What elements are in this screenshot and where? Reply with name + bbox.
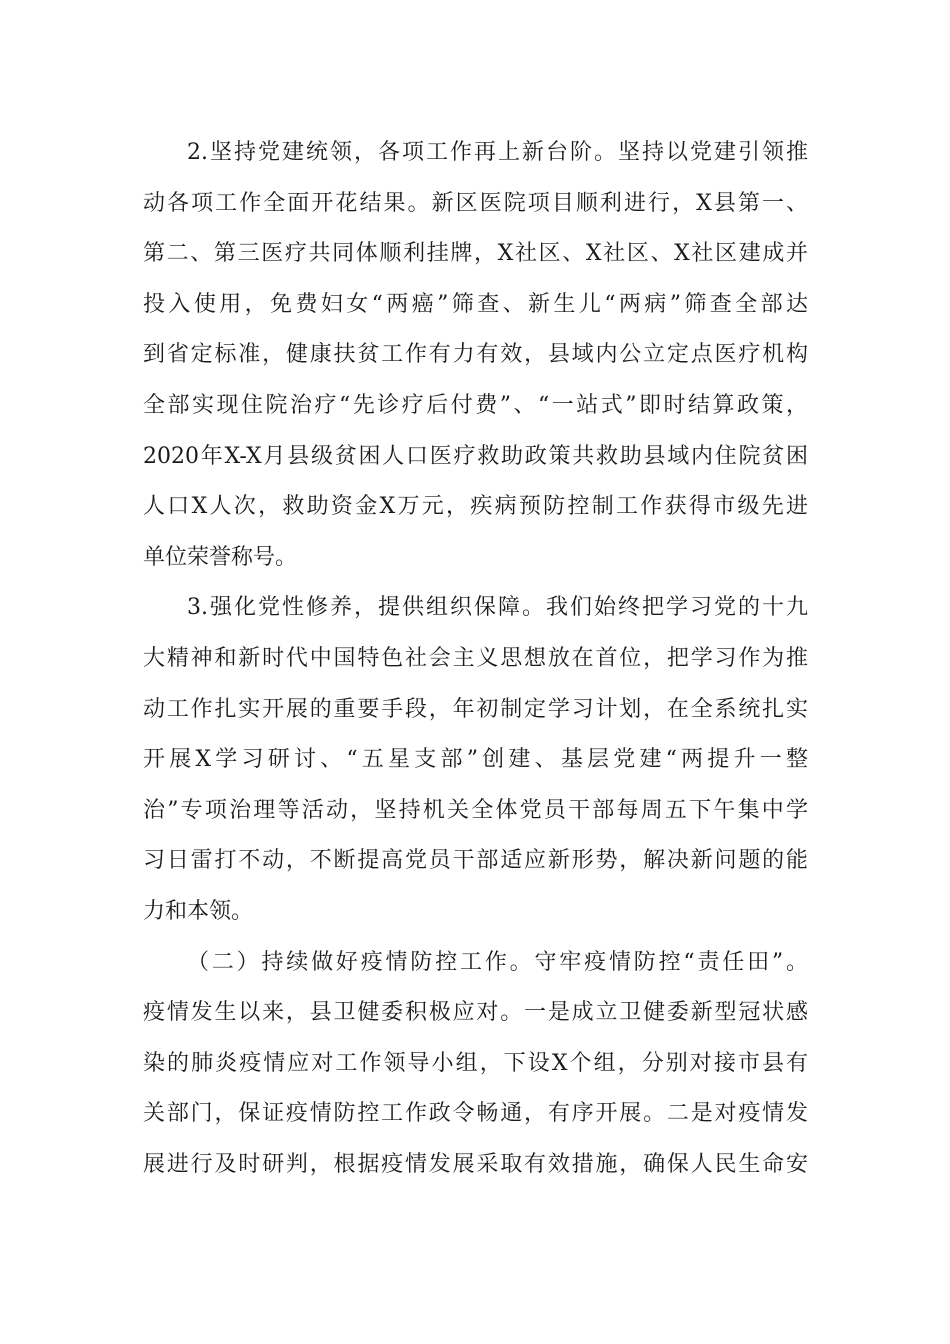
text-line: 大精神和新时代中国特色社会主义思想放在首位，把学习作为推: [143, 645, 808, 671]
paragraph-party-cultivation: [143, 583, 808, 937]
text-line: 2.坚持党建统领，各项工作再上新台阶。坚持以党建引领推: [187, 140, 808, 165]
text-line: 展进行及时研判，根据疫情发展采取有效措施，确保人民生命安: [143, 1151, 808, 1177]
text-line: 第二、第三医疗共同体顺利挂牌，X社区、X社区、X社区建成并: [143, 241, 808, 267]
text-line: 投入使用，免费妇女“两癌”筛查、新生儿“两病”筛查全部达: [143, 291, 808, 317]
paragraph-party-leadership: [143, 128, 808, 583]
text-line: 全部实现住院治疗“先诊疗后付费”、“一站式”即时结算政策，: [143, 392, 808, 418]
text-line: 动各项工作全面开花结果。新区医院项目顺利进行，X县第一、: [143, 190, 808, 216]
text-line: 治”专项治理等活动，坚持机关全体党员干部每周五下午集中学: [143, 797, 808, 823]
text-line: 染的肺炎疫情应对工作领导小组，下设X个组，分别对接市县有: [143, 1050, 808, 1076]
text-line: 习日雷打不动，不断提高党员干部适应新形势，解决新问题的能: [143, 848, 808, 874]
text-line: 到省定标准，健康扶贫工作有力有效，县域内公立定点医疗机构: [143, 342, 808, 368]
text-line: 疫情发生以来，县卫健委积极应对。一是成立卫健委新型冠状感: [143, 1000, 808, 1026]
text-line: 关部门，保证疫情防控工作政令畅通，有序开展。二是对疫情发: [143, 1101, 808, 1127]
document-body: [143, 128, 808, 1190]
paragraph-epidemic-prevention: [143, 938, 808, 1191]
text-line: 开展X学习研讨、“五星支部”创建、基层党建“两提升一整: [143, 747, 808, 773]
text-line: 3.强化党性修养，提供组织保障。我们始终把学习党的十九: [187, 595, 808, 621]
text-line: 2020年X-X月县级贫困人口医疗救助政策共救助县域内住院贫困: [143, 443, 808, 469]
text-line: （二）持续做好疫情防控工作。守牢疫情防控“责任田”。: [187, 949, 808, 975]
text-line: 力和本领。: [143, 898, 254, 924]
text-line: 人口X人次，救助资金X万元，疾病预防控制工作获得市级先进: [143, 494, 808, 520]
text-line: 单位荣誉称号。: [143, 544, 298, 570]
text-line: 动工作扎实开展的重要手段，年初制定学习计划，在全系统扎实: [143, 696, 808, 722]
